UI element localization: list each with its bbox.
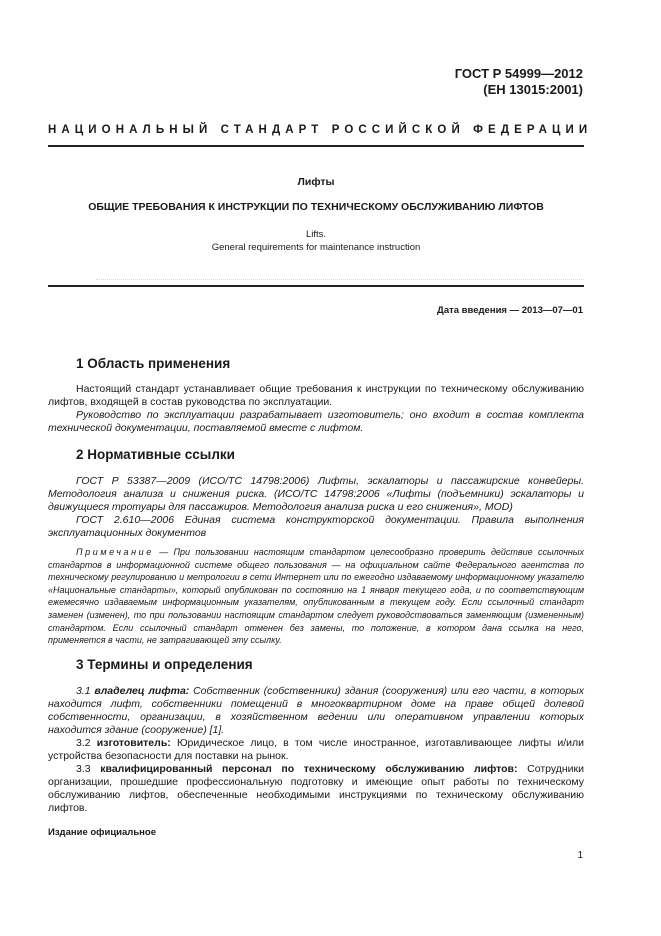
references-note: [48, 546, 584, 647]
english-title-line2: General requirements for maintenance instruction: [211, 242, 421, 253]
section-2-body: [48, 475, 584, 647]
term-owner-number: 3.1: [76, 685, 91, 697]
term-owner-definition: Собственник (собственники) здания (сооружения) или его части, в которых находится лифт, собственники помещений в многоквартирном доме на праве общей долевой собственности, организации, в хозяйственном ведении или оперативном управлении которых находится здание (сооружение) [1].: [48, 685, 585, 736]
section-2-heading: 2 Нормативные ссылки: [76, 447, 235, 462]
term-qualified-personnel: [48, 763, 584, 815]
section-1-body: [48, 383, 584, 435]
document-title: Лифты: [297, 176, 335, 188]
term-personnel-label: квалифицированный персонал по техническому обслуживанию лифтов:: [100, 763, 518, 775]
header-rule: [48, 145, 584, 147]
term-owner-label: владелец лифта:: [94, 685, 190, 697]
term-personnel-number: 3.3: [76, 763, 91, 775]
section-1-heading: 1 Область применения: [76, 356, 231, 371]
note-label: Примечание: [76, 547, 154, 557]
title-rule: [48, 285, 584, 287]
note-text: — При пользовании настоящим стандартом целесообразно проверить действие ссылочных стандартов в информационной системе общего пользования — на официальном сайте Федерального агентства по техническому регулированию и метрологии в сети Интернет или по ежегодно издаваемому информационному указателю «Национальные стандарты», который опубликован по состоянию на 1 января текущего года, и по соответствующим ежемесячно издаваемым информационным указателям, опубликованным в текущем году. Если ссылочный стандарт заменен (изменен), то при пользовании настоящим стандартом следует руководствоваться заменяющим (измененным) стандартом. Если ссылочный стандарт отменен без замены, то положение, в котором дана ссылка на него, применяется в части, не затрагивающей эту ссылку.: [48, 547, 584, 646]
term-owner: [48, 685, 584, 737]
reference-gost-2-610: ГОСТ 2.610—2006 Единая система конструкторской документации. Правила выполнения эксплуатационных документов: [48, 514, 584, 539]
standard-code-en: (ЕН 13015:2001): [483, 82, 583, 97]
document-subtitle: ОБЩИЕ ТРЕБОВАНИЯ К ИНСТРУКЦИИ ПО ТЕХНИЧЕСКОМУ ОБСЛУЖИВАНИЮ ЛИФТОВ: [88, 201, 544, 213]
section-3-heading: 3 Термины и определения: [76, 657, 253, 672]
page-number: 1: [577, 850, 583, 861]
term-manufacturer-label: изготовитель:: [96, 737, 171, 749]
introduction-date: Дата введения — 2013—07—01: [437, 305, 583, 316]
official-edition-label: Издание официальное: [48, 827, 156, 838]
term-personnel-definition: Сотрудники организации, прошедшие профессиональную подготовку и имеющие опыт работы по техническому обслуживанию лифтов, обеспеченные необходимыми инструкциями по техническому обслуживанию лифтов.: [48, 763, 584, 814]
national-standard-banner: НАЦИОНАЛЬНЫЙ СТАНДАРТ РОССИЙСКОЙ ФЕДЕРАЦИИ: [48, 124, 593, 136]
reference-gost-r-53387: ГОСТ Р 53387—2009 (ИСО/ТС 14798:2006) Лифты, эскалаторы и пассажирские конвейеры. Методология анализа и снижения риска. (ИСО/ТС 14798:2006 «Лифты (подъемники) эскалаторы и движущиеся тротуары для пассажиров. Методология анализа риска и его снижения», MOD): [48, 475, 584, 513]
term-manufacturer: [48, 737, 584, 763]
standard-code: [455, 66, 583, 98]
term-manufacturer-definition: Юридическое лицо, в том числе иностранное, изготавливающее лифты и/или устройства безопасности для поставки на рынок.: [48, 737, 584, 762]
english-title-line1: Lifts.: [305, 229, 327, 240]
scope-paragraph: Настоящий стандарт устанавливает общие требования к инструкции по техническому обслуживанию лифтов, входящей в состав руководства по эксплуатации.: [48, 383, 584, 408]
faint-dotted-line: [96, 279, 584, 280]
section-3-body: [48, 685, 584, 815]
standard-code-gost: ГОСТ Р 54999—2012: [454, 66, 583, 81]
term-manufacturer-number: 3.2: [76, 737, 91, 749]
manual-paragraph: Руководство по эксплуатации разрабатывает изготовитель; оно входит в состав комплекта технической документации, поставляемой вместе с лифтом.: [48, 409, 584, 434]
